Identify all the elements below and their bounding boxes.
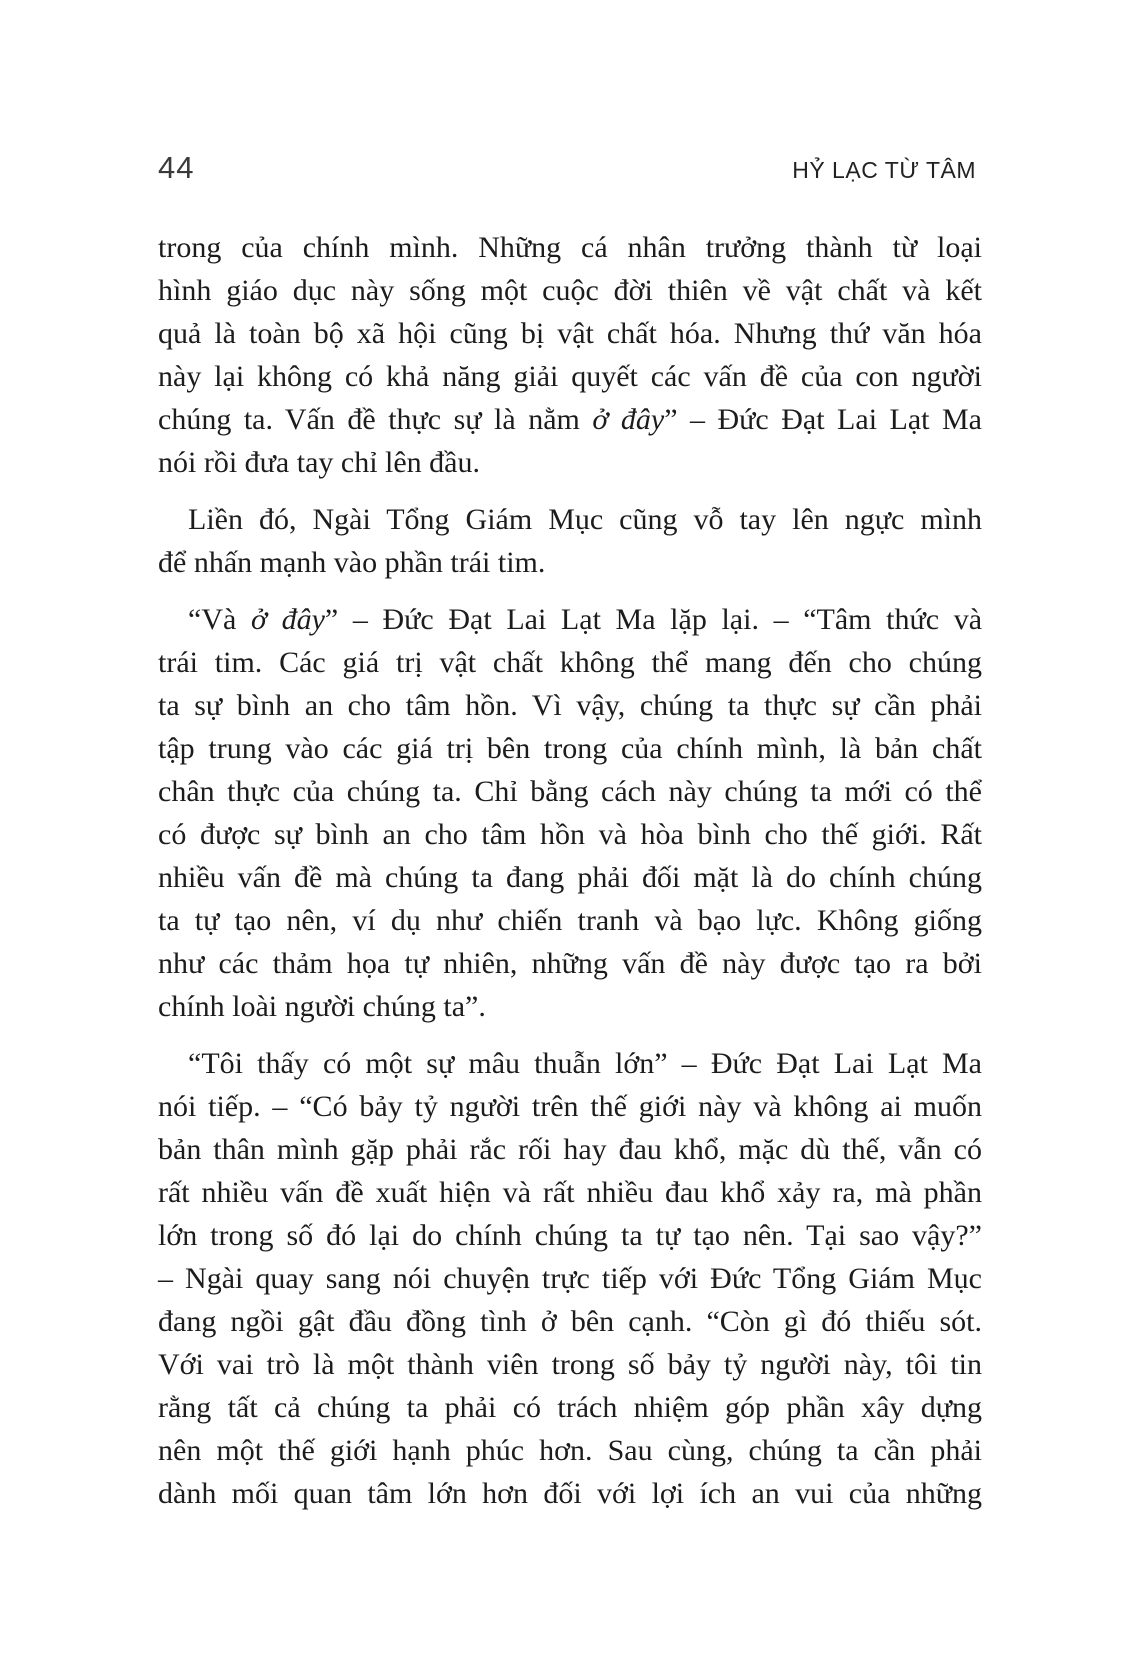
text-line [158,312,982,355]
text-segment: “Tôi thấy có một sự mâu thuẫn lớn” – Đức Đạt Lai Lạt Ma [188,1047,982,1080]
text-segment: Với vai trò là một thành viên trong số bảy tỷ người này, tôi tin [158,1348,982,1381]
text-line [158,598,982,641]
text-segment: trái tim. Các giá trị vật chất không thể mang đến cho chúng [158,646,982,679]
text-segment: “Và [188,603,251,636]
text-line [158,899,982,942]
text-segment: ta tự tạo nên, ví dụ như chiến tranh và bạo lực. Không giống [158,904,982,937]
text-line [158,1257,982,1300]
text-line [158,1300,982,1343]
paragraph [158,598,982,1028]
text-segment: có được sự bình an cho tâm hồn và hòa bình cho thế giới. Rất [158,818,982,851]
text-line [158,1128,982,1171]
text-line [158,985,982,1028]
text-line [158,398,982,441]
text-segment: nhiều vấn đề mà chúng ta đang phải đối mặt là do chính chúng [158,861,982,894]
text-segment: rằng tất cả chúng ta phải có trách nhiệm góp phần xây dựng [158,1391,982,1424]
text-line [158,1042,982,1085]
text-segment: trong của chính mình. Những cá nhân trưởng thành từ loại [158,231,982,264]
text-line [158,441,982,484]
text-segment: dành mối quan tâm lớn hơn đối với lợi ích an vui của những [158,1477,982,1510]
running-title: HỶ LẠC TỪ TÂM [792,157,976,183]
text-segment: ta sự bình an cho tâm hồn. Vì vậy, chúng ta thực sự cần phải [158,689,982,722]
text-segment: nên một thế giới hạnh phúc hơn. Sau cùng, chúng ta cần phải [158,1434,982,1467]
text-line [158,269,982,312]
text-segment: đang ngồi gật đầu đồng tình ở bên cạnh. “Còn gì đó thiếu sót. [158,1305,982,1338]
text-line [158,1085,982,1128]
text-line [158,1343,982,1386]
text-line [158,1386,982,1429]
text-line [158,355,982,398]
text-segment: Liền đó, Ngài Tổng Giám Mục cũng vỗ tay lên ngực mình [188,503,982,536]
text-segment: chúng ta. Vấn đề thực sự là nằm [158,403,593,436]
text-segment: nói rồi đưa tay chỉ lên đầu. [158,446,481,479]
text-segment: lớn trong số đó lại do chính chúng ta tự tạo nên. Tại sao vậy?” [158,1219,982,1252]
text-line [158,1472,982,1515]
text-line [158,1429,982,1472]
text-segment: này lại không có khả năng giải quyết các vấn đề của con người [158,360,982,393]
page-number: 44 [158,150,195,185]
text-line [158,856,982,899]
text-segment: như các thảm họa tự nhiên, những vấn đề này được tạo ra bởi [158,947,982,980]
text-line [158,498,982,541]
paragraph [158,1042,982,1515]
text-segment: chính loài người chúng ta”. [158,990,486,1023]
text-segment: ” – Đức Đạt Lai Lạt Ma lặp lại. – “Tâm thức và [324,603,983,636]
paragraph [158,226,982,484]
text-segment: tập trung vào các giá trị bên trong của chính mình, là bản chất [158,732,982,765]
page-header [158,150,976,186]
text-segment: – Ngài quay sang nói chuyện trực tiếp với Đức Tổng Giám Mục [158,1262,982,1295]
text-line [158,541,982,584]
text-segment: để nhấn mạnh vào phần trái tim. [158,546,546,579]
text-segment: ” – Đức Đạt Lai Lạt Ma [664,403,982,436]
text-segment: bản thân mình gặp phải rắc rối hay đau khổ, mặc dù thế, vẫn có [158,1133,982,1166]
text-segment: rất nhiều vấn đề xuất hiện và rất nhiều đau khổ xảy ra, mà phần [158,1176,982,1209]
page-body [158,226,982,1515]
text-line [158,641,982,684]
text-line [158,226,982,269]
text-segment: chân thực của chúng ta. Chỉ bằng cách này chúng ta mới có thể [158,775,982,808]
text-segment: hình giáo dục này sống một cuộc đời thiên về vật chất và kết [158,274,982,307]
text-line [158,770,982,813]
paragraph [158,498,982,584]
text-segment: nói tiếp. – “Có bảy tỷ người trên thế giới này và không ai muốn [158,1090,982,1123]
italic-text: ở đây [250,603,325,636]
text-line [158,1214,982,1257]
text-line [158,1171,982,1214]
text-line [158,727,982,770]
text-line [158,684,982,727]
text-line [158,942,982,985]
text-segment: quả là toàn bộ xã hội cũng bị vật chất hóa. Nhưng thứ văn hóa [158,317,982,350]
italic-text: ở đây [592,403,665,436]
text-line [158,813,982,856]
